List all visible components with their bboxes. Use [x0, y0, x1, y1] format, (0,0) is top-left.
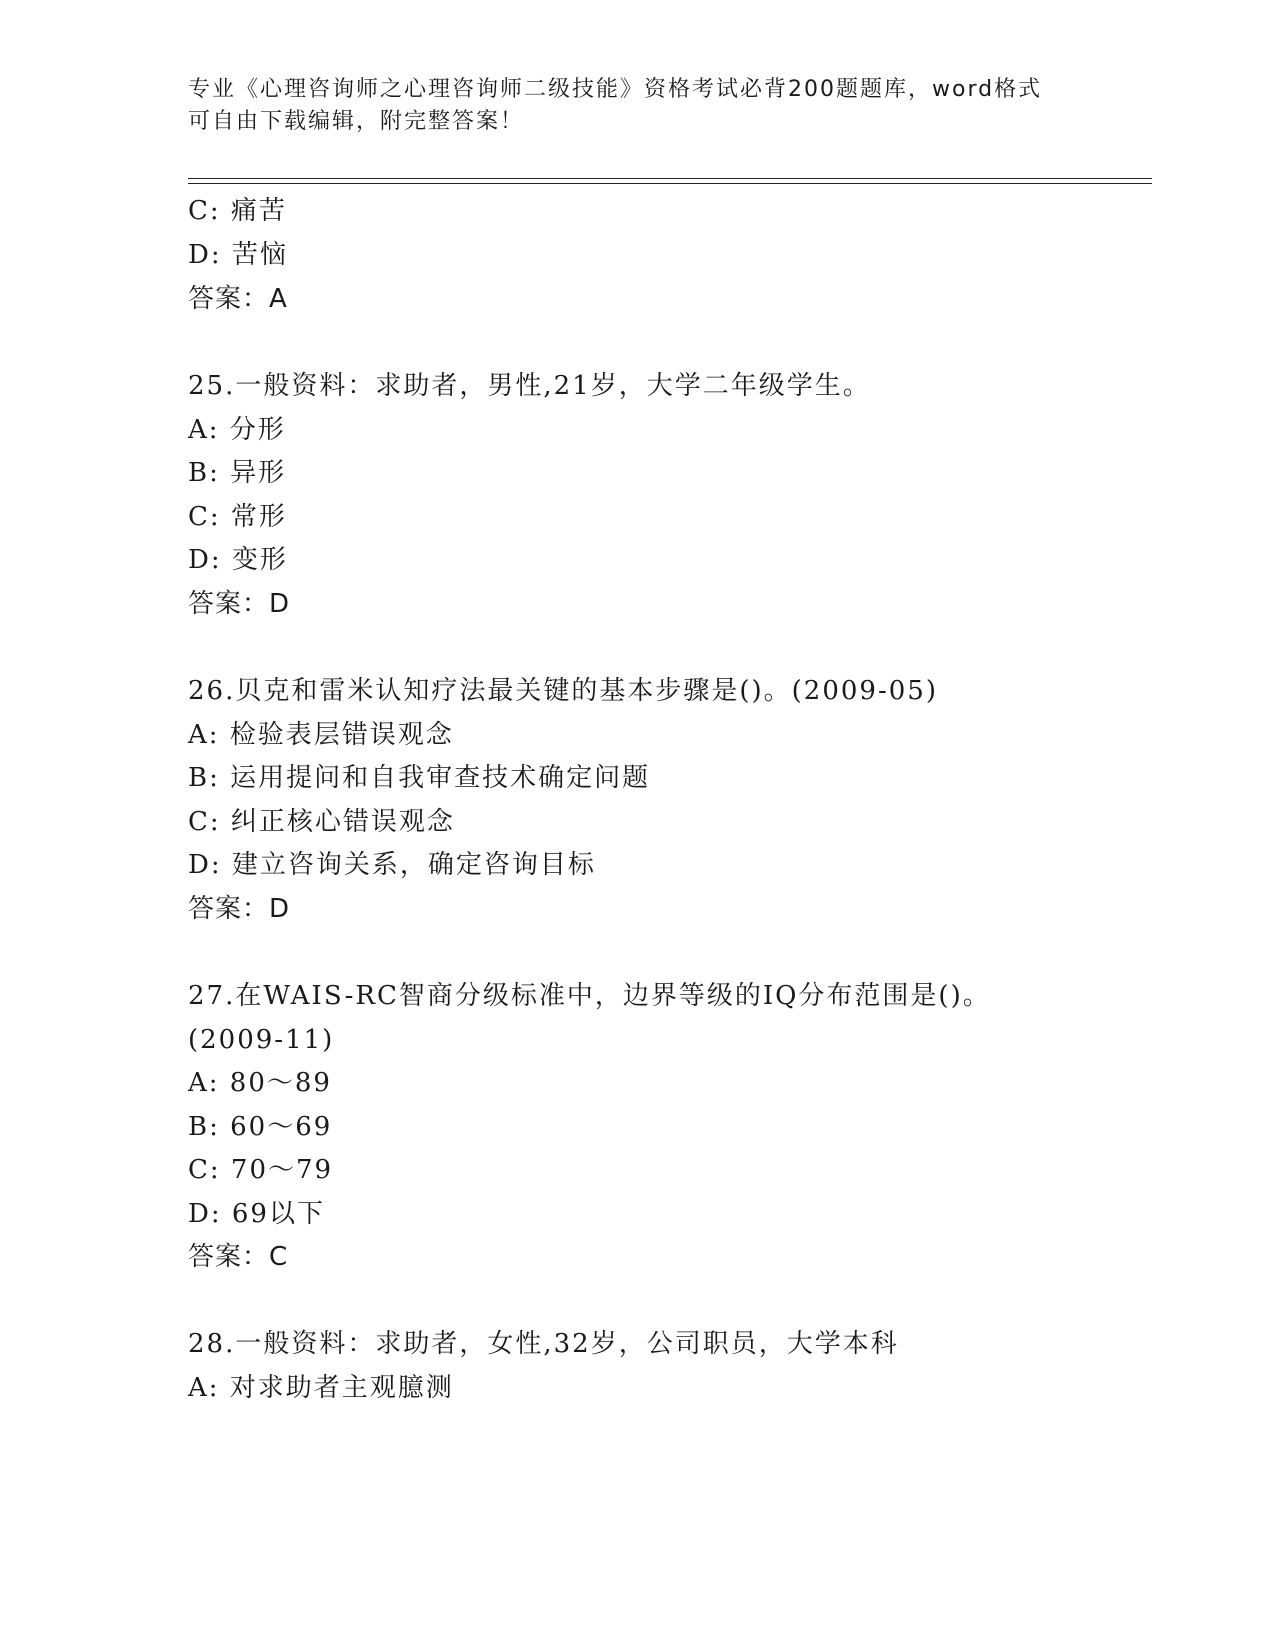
- q25-stem: 25.一般资料：求助者，男性,21岁，大学二年级学生。: [188, 371, 871, 401]
- q28-stem: 28.一般资料：求助者，女性,32岁，公司职员，大学本科: [188, 1329, 899, 1359]
- prev-answer: 答案：A: [188, 284, 288, 314]
- q26-option-a: A: 检验表层错误观念: [188, 720, 454, 750]
- q28-option-a: A: 对求助者主观臆测: [188, 1373, 454, 1403]
- q26-option-b: B: 运用提问和自我审查技术确定问题: [188, 763, 651, 793]
- q25-option-a: A: 分形: [188, 415, 286, 445]
- header-divider-bottom: [188, 183, 1152, 184]
- q27-stem-continued: (2009-11): [188, 1025, 335, 1055]
- q27-option-b: B: 60～69: [188, 1112, 333, 1142]
- header-line-2: 可自由下载编辑，附完整答案！: [188, 109, 525, 134]
- q26-answer: 答案：D: [188, 894, 291, 924]
- q26-stem: 26.贝克和雷米认知疗法最关键的基本步骤是()。(2009-05): [188, 676, 938, 706]
- q27-option-d: D: 69以下: [188, 1199, 325, 1229]
- q26-option-d: D: 建立咨询关系，确定咨询目标: [188, 850, 596, 880]
- q25-option-c: C: 常形: [188, 502, 287, 532]
- q27-option-c: C: 70～79: [188, 1155, 334, 1185]
- header-line-1: 专业《心理咨询师之心理咨询师二级技能》资格考试必背200题题库，word格式: [188, 77, 1043, 102]
- document-header: [188, 74, 1088, 138]
- q25-option-b: B: 异形: [188, 458, 287, 488]
- header-divider-top: [188, 178, 1152, 179]
- prev-option-d: D: 苦恼: [188, 240, 288, 270]
- q25-option-d: D: 变形: [188, 545, 288, 575]
- q27-option-a: A: 80～89: [188, 1068, 332, 1098]
- q27-stem: 27.在WAIS-RC智商分级标准中，边界等级的IQ分布范围是()。: [188, 981, 991, 1011]
- q25-answer: 答案：D: [188, 589, 291, 619]
- q27-answer: 答案：C: [188, 1242, 289, 1272]
- prev-option-c: C: 痛苦: [188, 196, 287, 226]
- q26-option-c: C: 纠正核心错误观念: [188, 807, 455, 837]
